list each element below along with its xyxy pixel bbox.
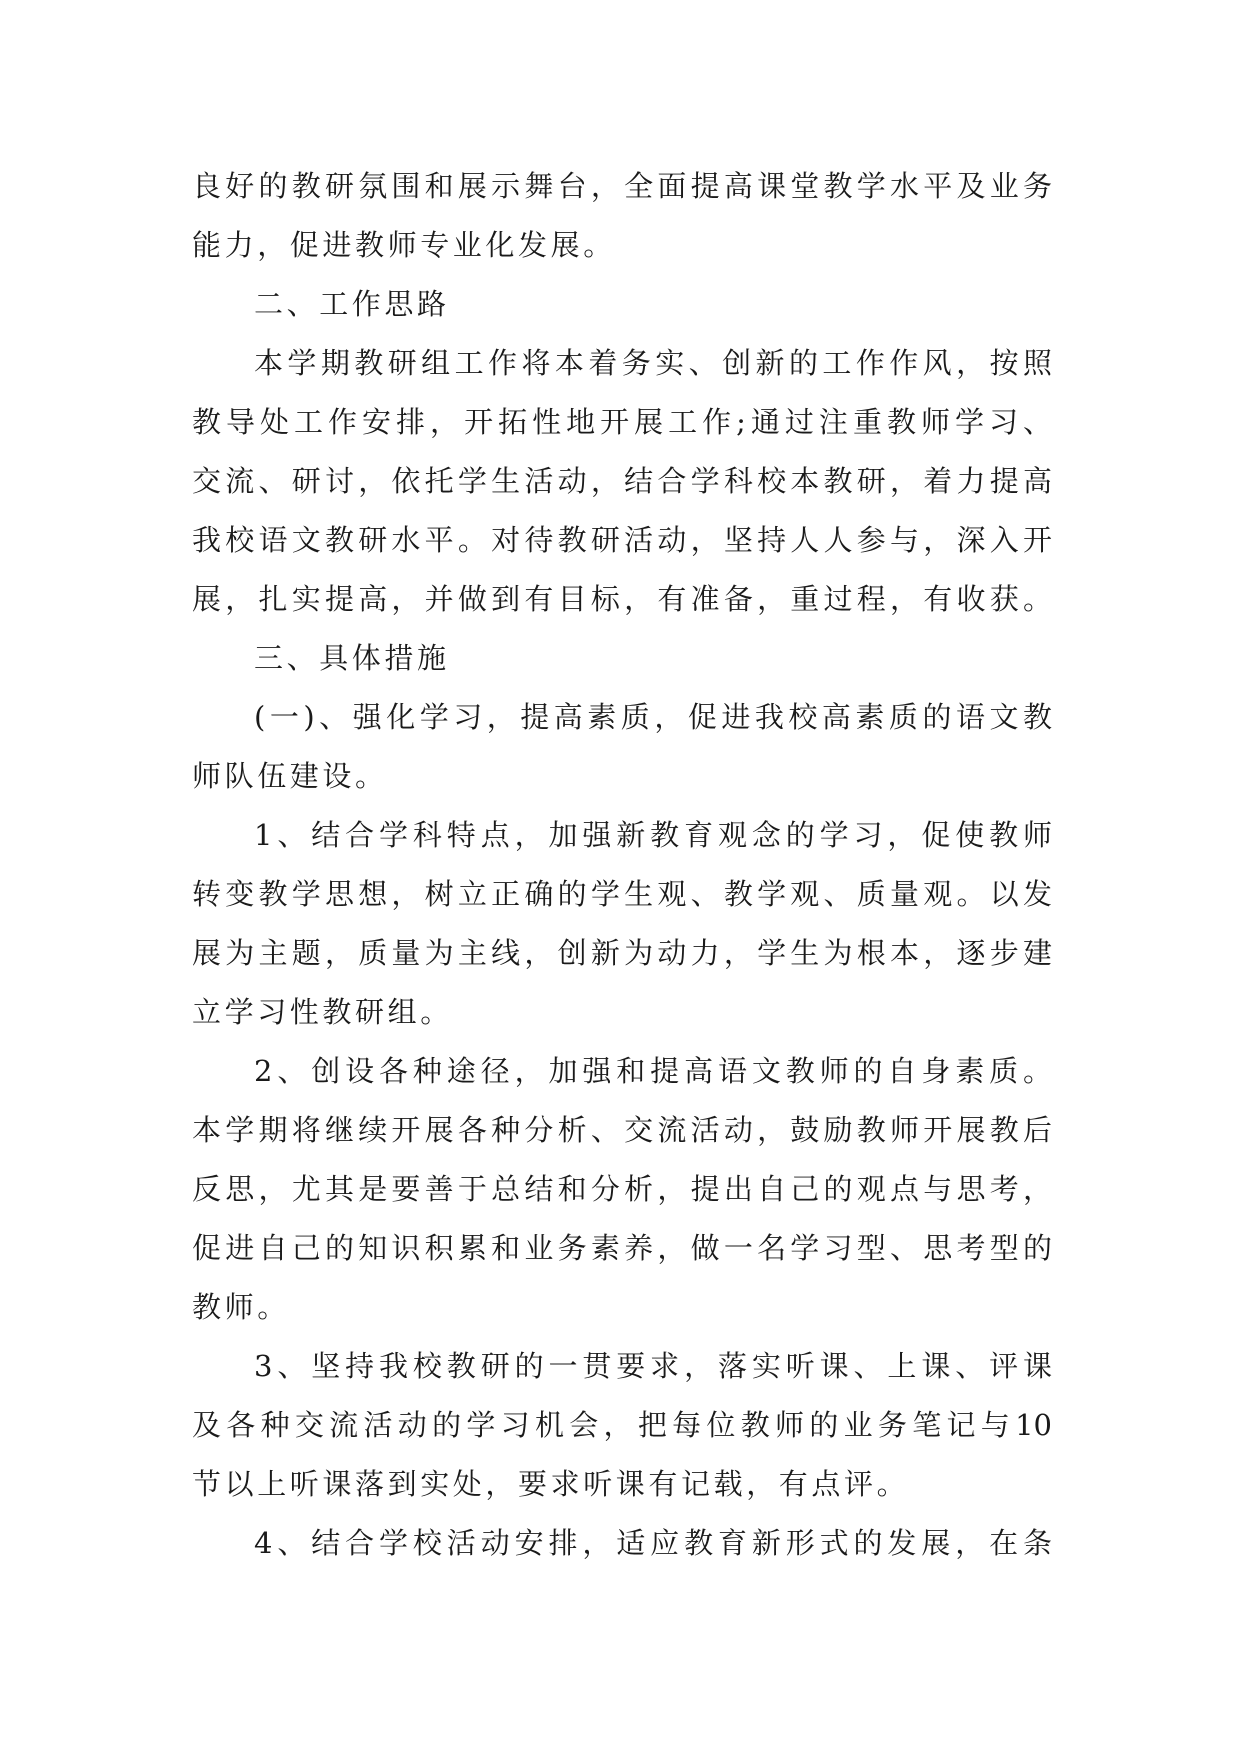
list-item-start: 1、结合学科特点，加强新教育观念的学习，促使教师 — [254, 818, 1052, 852]
document-body — [192, 157, 1052, 1573]
text-line: 交流、研讨，依托学生活动，结合学科校本教研，着力提高 — [192, 464, 1052, 498]
text-line: 及各种交流活动的学习机会，把每位教师的业务笔记与10 — [192, 1408, 1052, 1442]
text-line: 教导处工作安排，开拓性地开展工作;通过注重教师学习、 — [192, 405, 1052, 439]
text-line: 教师。 — [192, 1290, 290, 1324]
text-line: 展，扎实提高，并做到有目标，有准备，重过程，有收获。 — [192, 582, 1052, 616]
text-line: 能力，促进教师专业化发展。 — [192, 228, 616, 262]
section-heading: 二、工作思路 — [254, 287, 450, 321]
text-line: 促进自己的知识积累和业务素养，做一名学习型、思考型的 — [192, 1231, 1052, 1265]
text-line: 我校语文教研水平。对待教研活动，坚持人人参与，深入开 — [192, 523, 1052, 557]
text-line: 良好的教研氛围和展示舞台，全面提高课堂教学水平及业务 — [192, 169, 1052, 203]
text-line: 本学期教研组工作将本着务实、创新的工作作风，按照 — [254, 346, 1052, 380]
text-line: 展为主题，质量为主线，创新为动力，学生为根本，逐步建 — [192, 936, 1052, 970]
section-heading: 三、具体措施 — [254, 641, 450, 675]
text-line: 节以上听课落到实处，要求听课有记载，有点评。 — [192, 1467, 910, 1501]
text-line: 转变教学思想，树立正确的学生观、教学观、质量观。以发 — [192, 877, 1052, 911]
subsection-heading: (一)、强化学习，提高素质，促进我校高素质的语文教 — [254, 700, 1052, 734]
text-line: 立学习性教研组。 — [192, 995, 453, 1029]
list-item-start: 4、结合学校活动安排，适应教育新形式的发展，在条 — [254, 1526, 1052, 1560]
text-line: 师队伍建设。 — [192, 759, 388, 793]
text-line: 反思，尤其是要善于总结和分析，提出自己的观点与思考， — [192, 1172, 1052, 1206]
list-item-start: 3、坚持我校教研的一贯要求，落实听课、上课、评课 — [254, 1349, 1052, 1383]
text-line: 本学期将继续开展各种分析、交流活动，鼓励教师开展教后 — [192, 1113, 1052, 1147]
list-item-start: 2、创设各种途径，加强和提高语文教师的自身素质。 — [254, 1054, 1052, 1088]
